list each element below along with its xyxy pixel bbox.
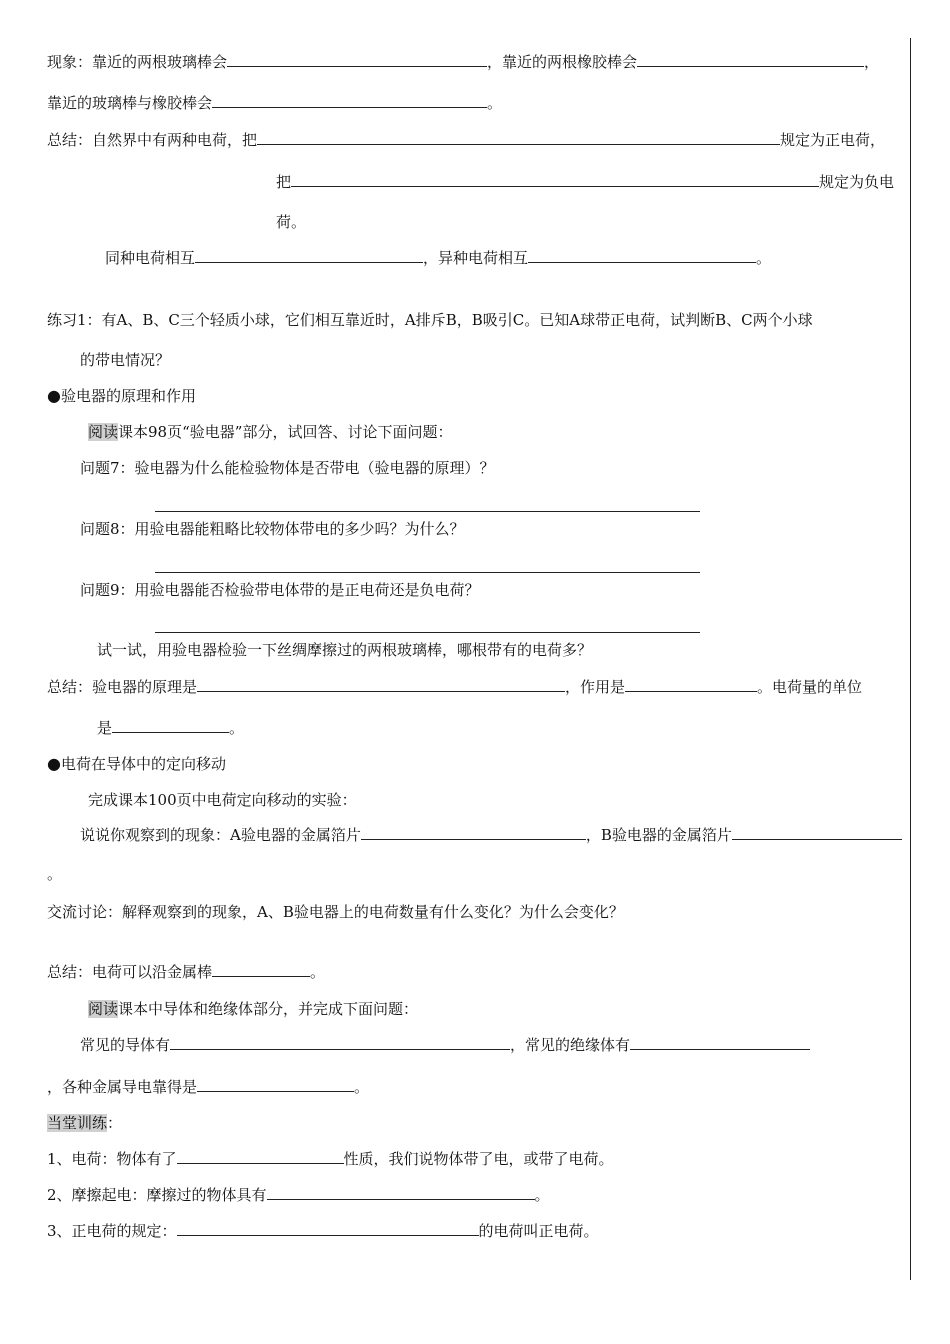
page-margin-line bbox=[910, 38, 911, 1280]
summary-negative-cont: 荷。 bbox=[276, 213, 307, 231]
phenomenon-label: 现象：靠近的两根玻璃棒会 bbox=[47, 53, 228, 71]
training-item-3: 3、正电荷的规定： 的电荷叫正电荷。 bbox=[47, 1222, 599, 1240]
blank-electroscope-principle[interactable] bbox=[197, 677, 565, 692]
charge-unit-line: 是 。 bbox=[97, 719, 245, 737]
bullet-icon: ● bbox=[47, 754, 61, 773]
exercise-1-question-cont: 的带电情况？ bbox=[80, 351, 171, 369]
blank-training-2[interactable] bbox=[267, 1185, 535, 1200]
discussion-prompt: 交流讨论：解释观察到的现象，A、B验电器上的电荷数量有什么变化？为什么会变化？ bbox=[47, 903, 624, 921]
blank-metal-carrier[interactable] bbox=[197, 1077, 354, 1092]
answer-line-q8[interactable] bbox=[155, 572, 700, 573]
exercise-1-question: 练习1：有A、B、C三个轻质小球，它们相互靠近时，A排斥B，B吸引C。已知A球带正电荷，试判断B、C两个小球 bbox=[47, 311, 813, 329]
training-heading: 当堂训练： bbox=[47, 1114, 123, 1132]
read-instruction: 阅读课本98页“验电器”部分，试回答、讨论下面问题： bbox=[88, 423, 453, 441]
blank-positive-definition[interactable] bbox=[257, 130, 780, 145]
blank-opposite-charges[interactable] bbox=[528, 248, 756, 263]
blank-electroscope-function[interactable] bbox=[625, 677, 757, 692]
answer-line-q9[interactable] bbox=[155, 632, 700, 633]
blank-b-foil[interactable] bbox=[732, 825, 902, 840]
bullet-icon: ● bbox=[47, 386, 61, 405]
read-instruction-2: 阅读课本中导体和绝缘体部分，并完成下面问题： bbox=[88, 1000, 419, 1018]
training-item-1: 1、电荷：物体有了 性质，我们说物体带了电，或带了电荷。 bbox=[47, 1150, 614, 1168]
section-electroscope-heading: ●验电器的原理和作用 bbox=[47, 386, 196, 405]
highlight-read: 阅读 bbox=[88, 423, 119, 441]
blank-same-charges[interactable] bbox=[195, 248, 423, 263]
observe-end: 。 bbox=[47, 865, 63, 883]
phenomenon-line: 现象：靠近的两根玻璃棒会 ，靠近的两根橡胶棒会 ， bbox=[47, 53, 880, 71]
blank-conductors[interactable] bbox=[170, 1035, 510, 1050]
question-8: 问题8：用验电器能粗略比较物体带电的多少吗？为什么？ bbox=[80, 520, 465, 538]
blank-charge-unit[interactable] bbox=[112, 718, 229, 733]
blank-glass-rubber[interactable] bbox=[212, 93, 487, 108]
blank-charge-movement[interactable] bbox=[212, 962, 310, 977]
charge-interaction-line: 同种电荷相互 ，异种电荷相互 。 bbox=[105, 249, 772, 267]
conductors-line: 常见的导体有 ，常见的绝缘体有 bbox=[80, 1035, 810, 1055]
training-item-2: 2、摩擦起电：摩擦过的物体具有 。 bbox=[47, 1186, 550, 1204]
movement-summary: 总结：电荷可以沿金属棒 。 bbox=[47, 963, 326, 981]
section-movement-heading: ●电荷在导体中的定向移动 bbox=[47, 754, 226, 773]
blank-training-3[interactable] bbox=[177, 1221, 479, 1236]
blank-insulators[interactable] bbox=[630, 1035, 810, 1050]
blank-negative-definition[interactable] bbox=[291, 172, 819, 187]
metal-conduction-line: ，各种金属导电靠得是 。 bbox=[47, 1078, 370, 1096]
try-it-text: 试一试，用验电器检验一下丝绸摩擦过的两根玻璃棒，哪根带有的电荷多？ bbox=[97, 641, 593, 659]
highlight-read: 阅读 bbox=[88, 1000, 119, 1018]
answer-line-q7[interactable] bbox=[155, 511, 700, 512]
observe-line: 说说你观察到的现象：A验电器的金属箔片 ，B验电器的金属箔片 bbox=[80, 825, 902, 845]
experiment-task: 完成课本100页中电荷定向移动的实验： bbox=[88, 791, 357, 809]
electroscope-summary: 总结：验电器的原理是 ，作用是 。电荷量的单位 bbox=[47, 678, 863, 696]
phenomenon-mid: ，靠近的两根橡胶棒会 bbox=[487, 53, 638, 71]
question-9: 问题9：用验电器能否检验带电体带的是正电荷还是负电荷？ bbox=[80, 581, 480, 599]
summary-negative-line: 把 规定为负电 bbox=[276, 173, 895, 191]
blank-a-foil[interactable] bbox=[361, 825, 586, 840]
blank-rubber-rods[interactable] bbox=[637, 52, 864, 67]
question-7: 问题7：验电器为什么能检验物体是否带电（验电器的原理）？ bbox=[80, 459, 495, 477]
phenomenon-line-2: 靠近的玻璃棒与橡胶棒会 。 bbox=[47, 94, 503, 112]
blank-glass-rods[interactable] bbox=[227, 52, 487, 67]
blank-training-1[interactable] bbox=[177, 1149, 344, 1164]
summary-charge-line: 总结：自然界中有两种电荷，把 规定为正电荷， bbox=[47, 131, 886, 149]
